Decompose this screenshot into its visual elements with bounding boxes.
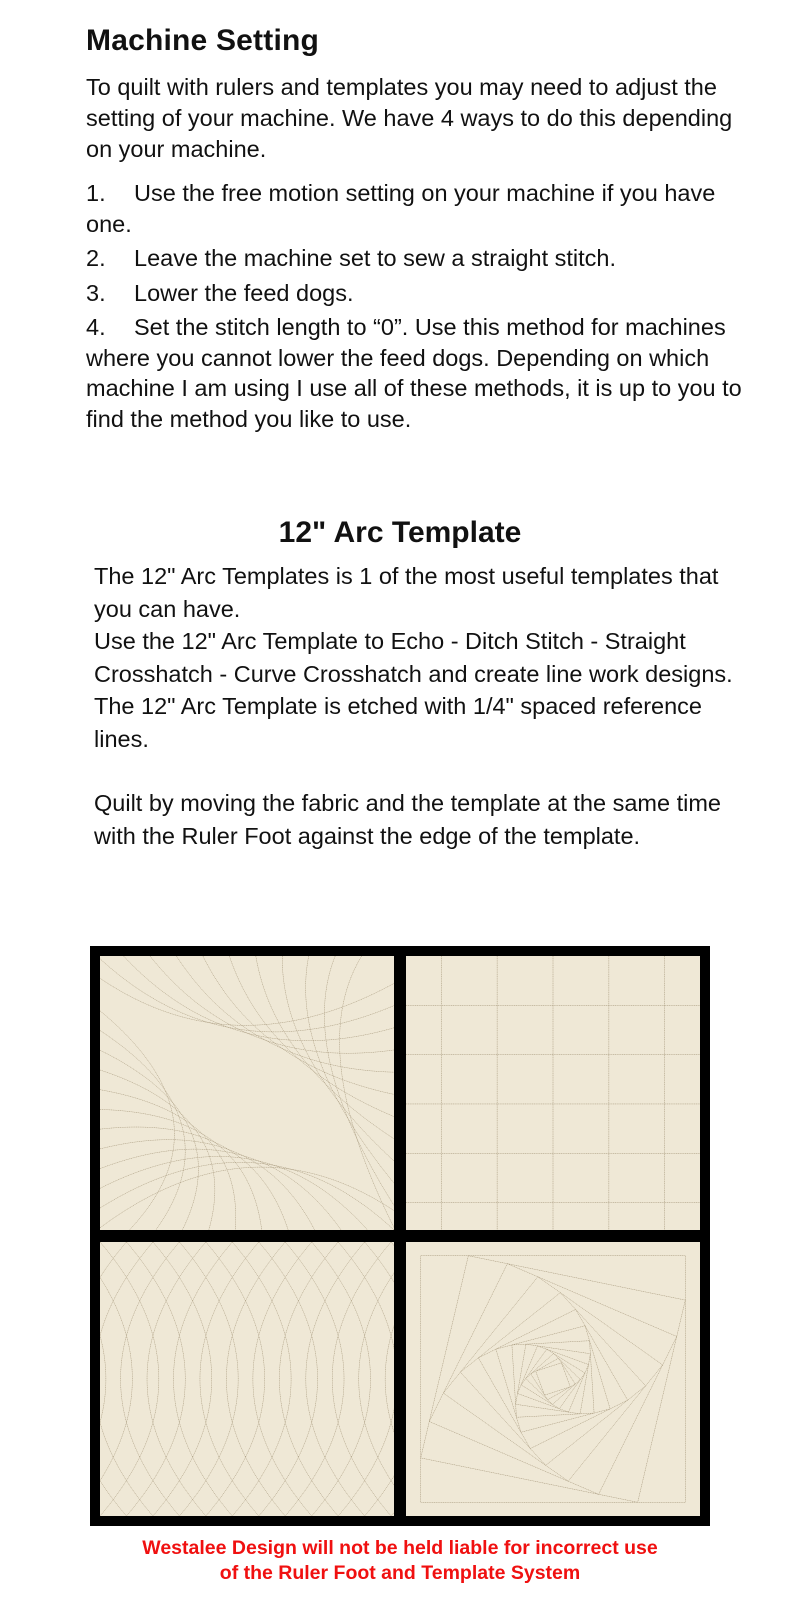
curved-echo-stitching <box>100 956 394 1230</box>
step-item <box>86 278 746 309</box>
spiral-line-work-stitching <box>406 1242 700 1516</box>
step-text: Lower the feed dogs. <box>134 279 354 306</box>
machine-setting-steps <box>86 178 746 438</box>
step-number: 4. <box>86 314 106 340</box>
step-item <box>86 243 746 274</box>
arc-paragraph: Quilt by moving the fabric and the template at the same time with the Ruler Foot against the edge of the template. <box>94 790 721 849</box>
arc-paragraph: Use the 12" Arc Template to Echo - Ditch Stitch - Straight Crosshatch - Curve Crosshatch and create line work designs. <box>94 628 733 687</box>
step-text: Leave the machine set to sew a straight stitch. <box>134 245 617 271</box>
step-number: 2. <box>86 245 106 271</box>
quilt-panel-curved-echo <box>100 956 394 1230</box>
step-number: 1. <box>86 180 106 206</box>
arc-paragraph: The 12" Arc Template is etched with 1/4" spaced reference lines. <box>94 693 703 752</box>
straight-crosshatch-stitching <box>406 956 700 1230</box>
step-item <box>86 312 746 434</box>
step-item <box>86 178 746 239</box>
disclaimer-line-1: Westalee Design will not be held liable for incorrect use <box>142 1537 658 1559</box>
quilt-sample-photo <box>90 946 710 1526</box>
step-text: Use the free motion setting on your machine if you have one. <box>86 180 716 237</box>
quilt-panel-spiral-line-work <box>406 1242 700 1516</box>
liability-disclaimer <box>0 1536 800 1586</box>
disclaimer-line-2: of the Ruler Foot and Template System <box>219 1562 581 1584</box>
curve-crosshatch-stitching <box>100 1242 394 1516</box>
arc-template-description <box>94 560 734 852</box>
arc-paragraph: The 12" Arc Templates is 1 of the most useful templates that you can have. <box>94 563 719 622</box>
machine-setting-title: Machine Setting <box>86 24 320 57</box>
arc-template-title: 12" Arc Template <box>278 516 522 549</box>
quilt-panel-curve-crosshatch <box>100 1242 394 1516</box>
step-text: Set the stitch length to “0”. Use this method for machines where you cannot lower the feed dogs. Depending on which machine I am using I use all of these methods, it is up to you to find the method you like to use. <box>86 314 742 432</box>
quilt-panel-straight-crosshatch <box>406 956 700 1230</box>
step-number: 3. <box>86 279 106 306</box>
machine-setting-intro: To quilt with rulers and templates you may need to adjust the setting of your machine. We have 4 ways to do this depending on your machine. <box>86 74 733 162</box>
